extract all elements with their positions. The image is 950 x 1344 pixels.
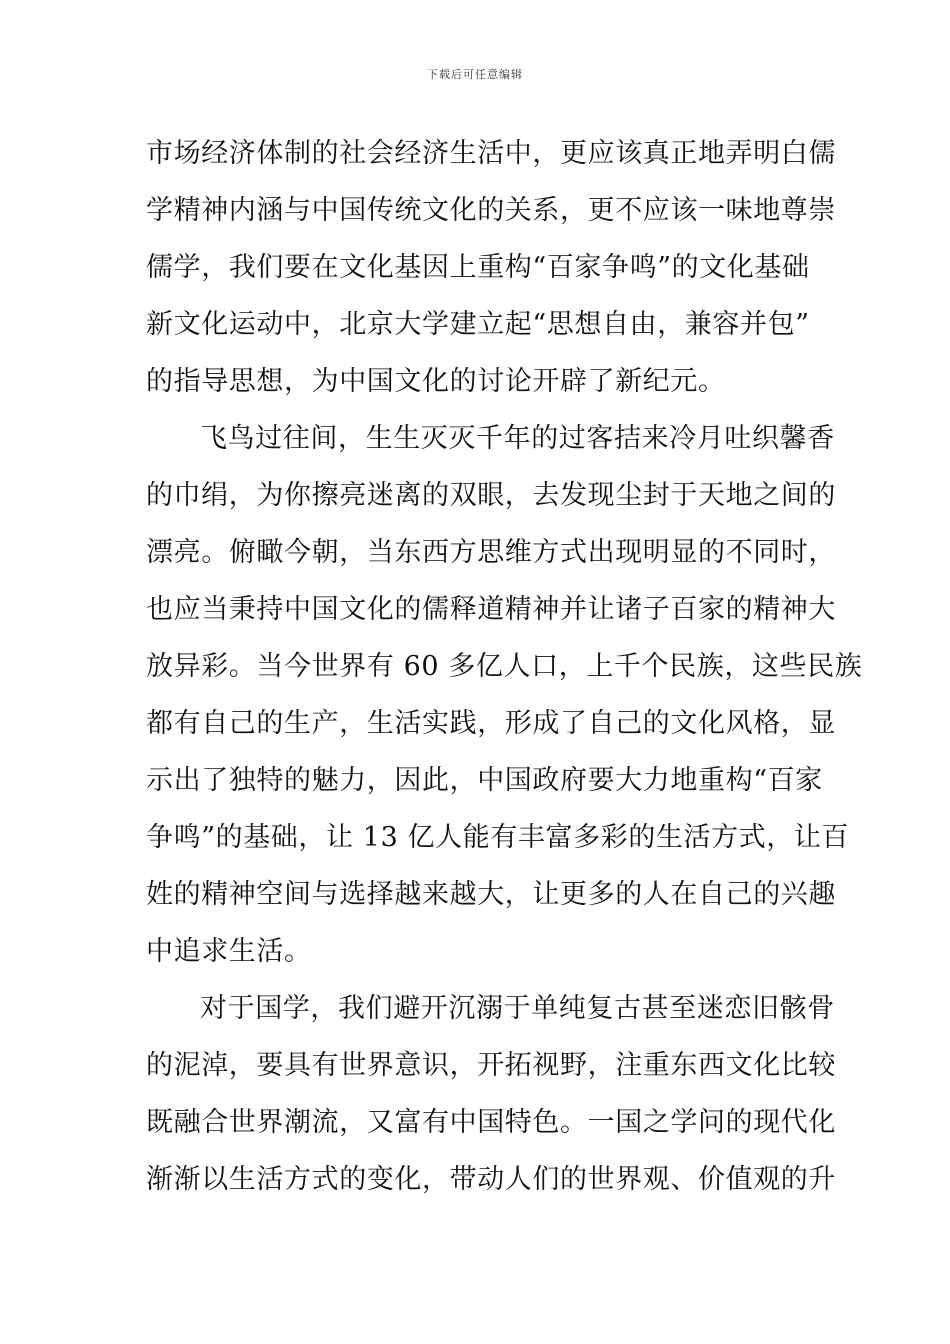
text-line: 的泥淖，要具有世界意识，开拓视野，注重东西文化比较 bbox=[146, 1050, 836, 1081]
text-line: 新文化运动中，北京大学建立起“思想自由，兼容并包” bbox=[146, 309, 810, 340]
text-line: 中追求生活。 bbox=[146, 936, 312, 967]
paragraph-2 bbox=[146, 410, 863, 980]
text-line: 市场经济体制的社会经济生活中，更应该真正地弄明白儒 bbox=[146, 138, 836, 169]
paragraph-1 bbox=[146, 125, 836, 410]
text-line: 放异彩。当今世界有 60 多亿人口，上千个民族，这些民族 bbox=[146, 651, 863, 682]
text-line: 的巾绢，为你擦亮迷离的双眼，去发现尘封于天地之间的 bbox=[146, 480, 836, 511]
text-line: 漂亮。俯瞰今朝，当东西方思维方式出现明显的不同时， bbox=[146, 537, 836, 568]
text-line: 也应当秉持中国文化的儒释道精神并让诸子百家的精神大 bbox=[146, 594, 836, 625]
text-line-first: 对于国学，我们避开沉溺于单纯复古甚至迷恋旧骸骨 bbox=[200, 993, 835, 1024]
text-line: 姓的精神空间与选择越来越大，让更多的人在自己的兴趣 bbox=[146, 879, 836, 910]
paragraph-3 bbox=[146, 980, 836, 1208]
text-line: 都有自己的生产，生活实践，形成了自己的文化风格，显 bbox=[146, 708, 836, 739]
text-line: 学精神内涵与中国传统文化的关系，更不应该一味地尊崇 bbox=[146, 195, 836, 226]
header-note: 下载后可任意编辑 bbox=[427, 68, 523, 81]
text-line: 示出了独特的魅力，因此，中国政府要大力地重构“百家 bbox=[146, 765, 823, 796]
text-line: 既融合世界潮流，又富有中国特色。一国之学问的现代化 bbox=[146, 1107, 836, 1138]
text-line-first: 飞鸟过往间，生生灭灭千年的过客拮来冷月吐织馨香 bbox=[200, 423, 835, 454]
text-line: 争鸣”的基础，让 13 亿人能有丰富多彩的生活方式，让百 bbox=[146, 822, 850, 853]
body-text bbox=[146, 125, 863, 1208]
text-line: 儒学，我们要在文化基因上重构“百家争鸣”的文化基础 bbox=[146, 252, 810, 283]
text-line: 的指导思想，为中国文化的讨论开辟了新纪元。 bbox=[146, 366, 726, 397]
text-line: 渐渐以生活方式的变化，带动人们的世界观、价值观的升 bbox=[146, 1164, 836, 1195]
